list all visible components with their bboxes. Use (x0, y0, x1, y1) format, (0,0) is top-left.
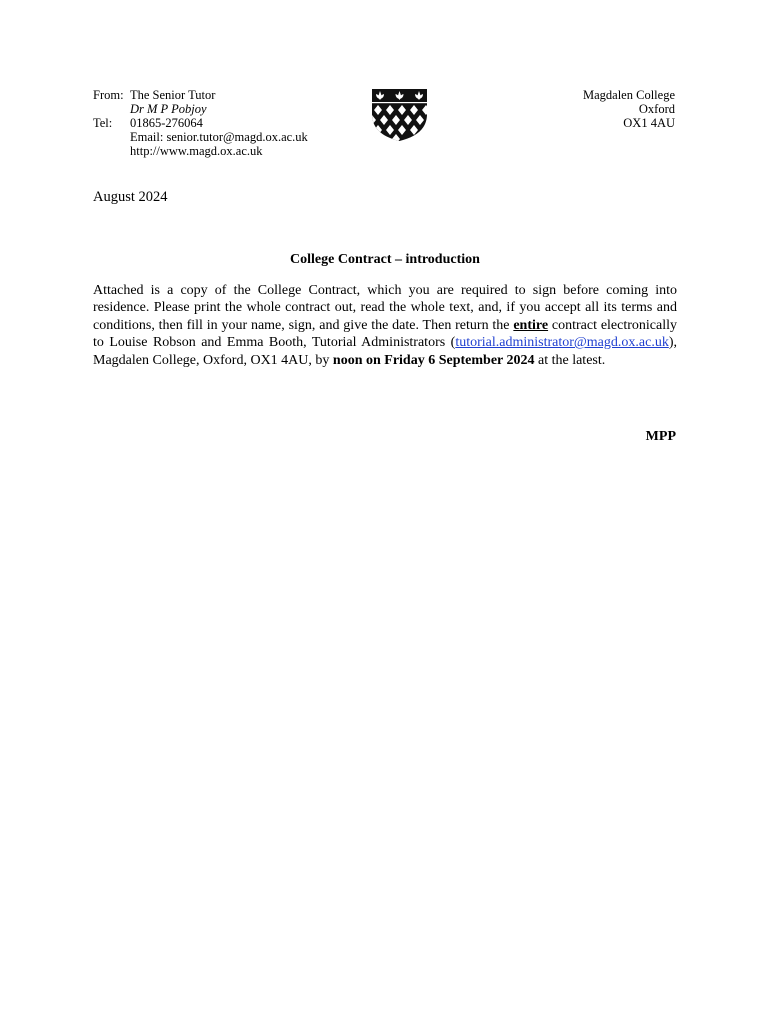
body-text-part: at the latest. (534, 352, 606, 368)
from-label: From: (93, 88, 124, 102)
sender-name: Dr M P Pobjoy (130, 102, 207, 116)
address-line: Oxford (638, 102, 675, 116)
letter-title: College Contract – introduction (290, 252, 480, 267)
letter-body (93, 282, 677, 369)
letter-date: August 2024 (93, 189, 168, 205)
college-address (583, 88, 675, 130)
tutorial-admin-email-link[interactable]: tutorial.administrator@magd.ox.ac.uk (455, 335, 669, 351)
address-line: Magdalen College (583, 88, 675, 102)
body-text-part: ), Magdalen College, Oxford, OX1 4AU, by (93, 335, 677, 368)
body-text-part: contract electronically to Louise Robson and Emma Booth, Tutorial Administrators ( (93, 317, 677, 351)
body-text-part: Attached is a copy of the College Contract, which you are required to sign before coming into residence. Please print the whole contract out, read the whole text, and, if you accept all its terms and conditions, then fill in your name, sign, and give the date. Then return the (93, 283, 677, 333)
tel-label: Tel: (93, 116, 113, 130)
telephone-number: 01865-276064 (130, 116, 203, 130)
entire-emphasis: entire (513, 317, 549, 333)
address-line: OX1 4AU (623, 116, 675, 130)
sender-email: Email: senior.tutor@magd.ox.ac.uk (130, 130, 308, 144)
sender-website: http://www.magd.ox.ac.uk (130, 144, 263, 158)
sender-title: The Senior Tutor (130, 88, 216, 102)
college-crest-icon (371, 88, 428, 142)
sender-block (93, 88, 308, 158)
signoff-initials: MPP (645, 429, 676, 444)
deadline-emphasis: noon on Friday 6 September 2024 (332, 352, 535, 368)
